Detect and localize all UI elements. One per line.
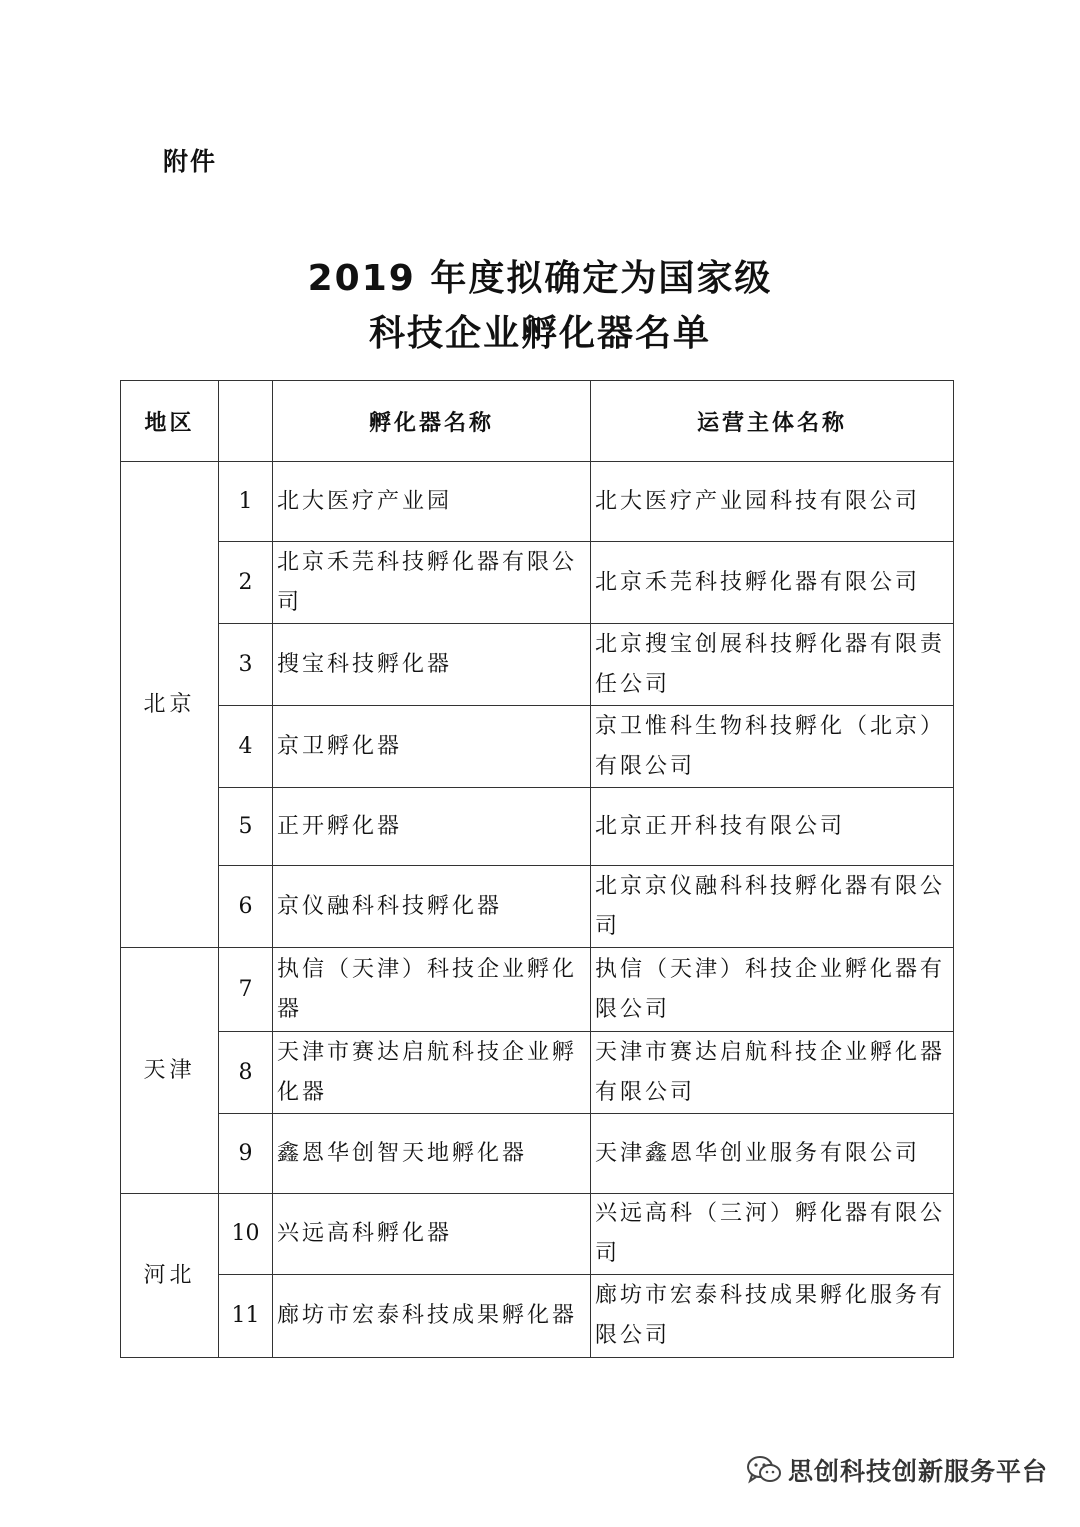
table-row: [121, 1275, 954, 1358]
header-region: 地区: [121, 381, 219, 462]
operator-name: 北京禾芫科技孵化器有限公司: [591, 542, 954, 624]
operator-name: 天津市赛达启航科技企业孵化器有限公司: [591, 1032, 954, 1114]
incubator-name: 京仪融科科技孵化器: [273, 866, 591, 948]
operator-name: 廊坊市宏泰科技成果孵化服务有限公司: [591, 1275, 954, 1358]
row-number: 3: [219, 624, 273, 706]
header-incubator-name: 孵化器名称: [273, 381, 591, 462]
row-number: 7: [219, 948, 273, 1032]
header-number: [219, 381, 273, 462]
row-number: 11: [219, 1275, 273, 1358]
row-number: 5: [219, 788, 273, 866]
operator-name: 北京搜宝创展科技孵化器有限责任公司: [591, 624, 954, 706]
row-number: 4: [219, 706, 273, 788]
document-title-line2: 科技企业孵化器名单: [368, 313, 711, 354]
region-cell: 河北: [121, 1194, 219, 1358]
table-header-row: [121, 381, 954, 462]
table-row: [121, 866, 954, 948]
operator-name: 京卫惟科生物科技孵化（北京）有限公司: [591, 706, 954, 788]
region-cell: 北京: [121, 462, 219, 948]
incubator-name: 天津市赛达启航科技企业孵化器: [273, 1032, 591, 1114]
incubator-table: [120, 380, 954, 1358]
row-number: 8: [219, 1032, 273, 1114]
row-number: 9: [219, 1114, 273, 1194]
watermark-text: 思创科技创新服务平台: [787, 1457, 1048, 1486]
table-row: [121, 624, 954, 706]
header-operator-name: 运营主体名称: [591, 381, 954, 462]
wechat-icon: [746, 1455, 782, 1485]
operator-name: 兴远高科（三河）孵化器有限公司: [591, 1194, 954, 1275]
table-row: [121, 462, 954, 542]
row-number: 2: [219, 542, 273, 624]
table-row: [121, 1194, 954, 1275]
row-number: 1: [219, 462, 273, 542]
incubator-name: 搜宝科技孵化器: [273, 624, 591, 706]
incubator-name: 北京禾芫科技孵化器有限公司: [273, 542, 591, 624]
incubator-name: 正开孵化器: [273, 788, 591, 866]
attachment-label: 附件: [163, 147, 218, 176]
document-title-line1: 2019 年度拟确定为国家级: [307, 258, 773, 299]
table-row: [121, 788, 954, 866]
table-row: [121, 948, 954, 1032]
row-number: 6: [219, 866, 273, 948]
operator-name: 北京京仪融科科技孵化器有限公司: [591, 866, 954, 948]
table-row: [121, 706, 954, 788]
incubator-name: 执信（天津）科技企业孵化器: [273, 948, 591, 1032]
operator-name: 北大医疗产业园科技有限公司: [591, 462, 954, 542]
operator-name: 天津鑫恩华创业服务有限公司: [591, 1114, 954, 1194]
table-row: [121, 1032, 954, 1114]
operator-name: 北京正开科技有限公司: [591, 788, 954, 866]
watermark: [746, 1452, 1048, 1488]
operator-name: 执信（天津）科技企业孵化器有限公司: [591, 948, 954, 1032]
row-number: 10: [219, 1194, 273, 1275]
table-row: [121, 1114, 954, 1194]
incubator-name: 京卫孵化器: [273, 706, 591, 788]
table-row: [121, 542, 954, 624]
incubator-name: 北大医疗产业园: [273, 462, 591, 542]
incubator-name: 兴远高科孵化器: [273, 1194, 591, 1275]
region-cell: 天津: [121, 948, 219, 1194]
incubator-name: 鑫恩华创智天地孵化器: [273, 1114, 591, 1194]
incubator-name: 廊坊市宏泰科技成果孵化器: [273, 1275, 591, 1358]
